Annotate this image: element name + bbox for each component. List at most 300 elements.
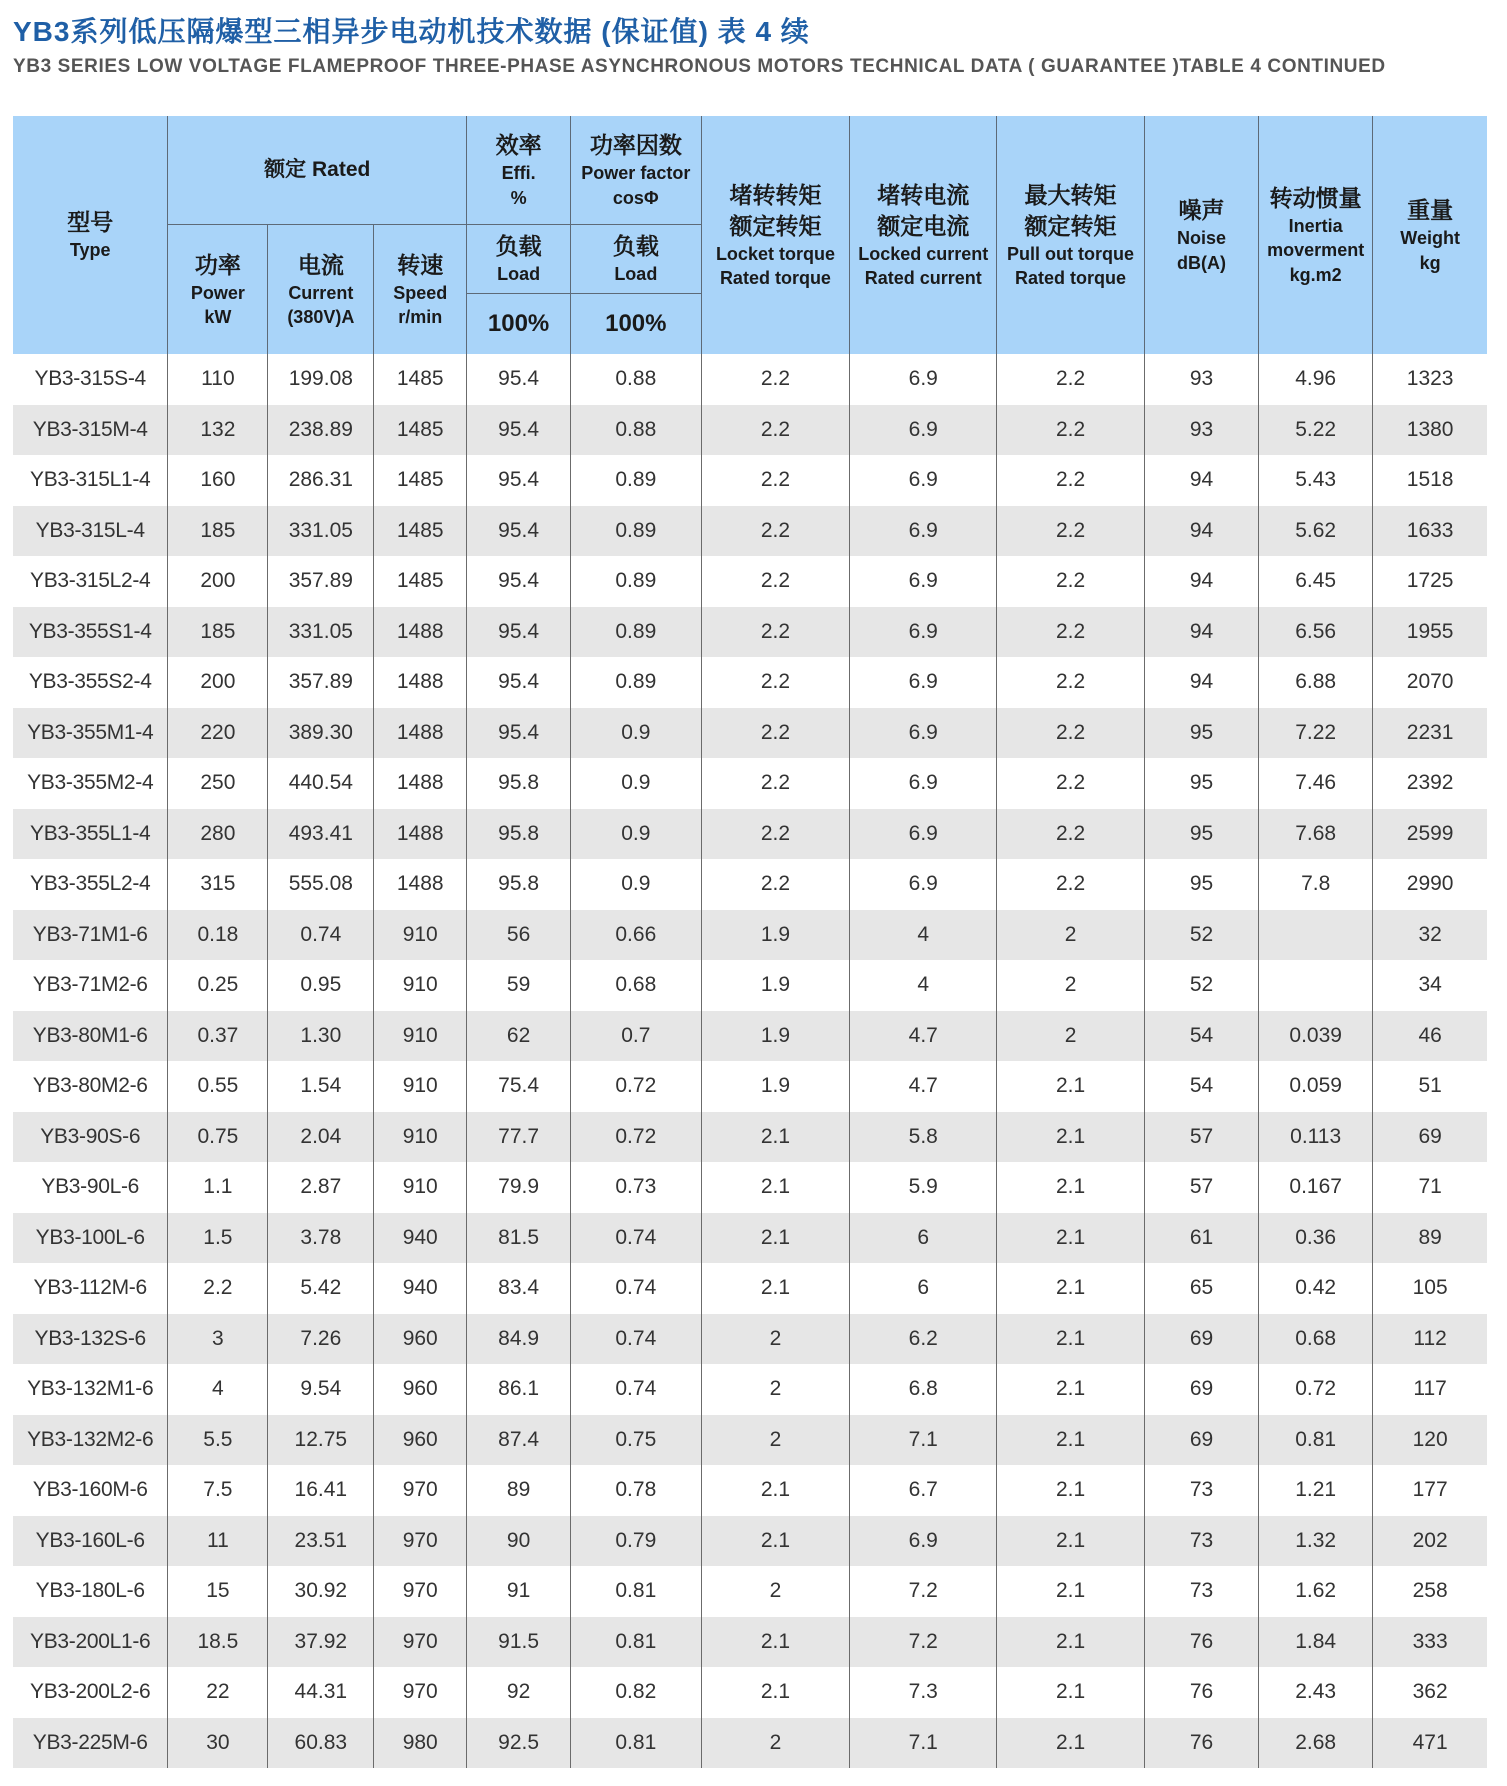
cell-inertia: 0.039 <box>1259 1011 1373 1062</box>
page-subtitle: YB3 SERIES LOW VOLTAGE FLAMEPROOF THREE-PHASE ASYNCHRONOUS MOTORS TECHNICAL DATA ( GUARANTEE )TABLE 4 CONTINUED <box>13 56 1386 77</box>
cell-locked-torque-ratio: 2.2 <box>701 758 850 809</box>
cell-locked-current-ratio: 5.9 <box>850 1162 997 1213</box>
table-row <box>13 354 1487 405</box>
cell-noise: 95 <box>1144 758 1258 809</box>
cell-max-torque-ratio: 2.2 <box>997 809 1145 860</box>
cell-weight: 202 <box>1373 1516 1487 1567</box>
cell-speed: 970 <box>374 1667 467 1718</box>
cell-noise: 57 <box>1144 1112 1258 1163</box>
cell-current: 0.95 <box>268 960 374 1011</box>
cell-locked-current-ratio: 6.8 <box>850 1364 997 1415</box>
cell-noise: 93 <box>1144 405 1258 456</box>
cell-weight: 177 <box>1373 1465 1487 1516</box>
cell-current: 5.42 <box>268 1263 374 1314</box>
cell-type: YB3-355L2-4 <box>29 872 151 896</box>
cell-noise: 73 <box>1144 1566 1258 1617</box>
table-row <box>13 657 1487 708</box>
table-row <box>13 758 1487 809</box>
cell-type: YB3-90S-6 <box>13 1112 168 1163</box>
cell-current: 12.75 <box>268 1415 374 1466</box>
table-row <box>13 708 1487 759</box>
cell-speed: 960 <box>374 1364 467 1415</box>
table-row <box>13 1263 1487 1314</box>
header-efficiency: 效率 Effi. % <box>467 116 571 225</box>
cell-noise: 73 <box>1144 1465 1258 1516</box>
cell-speed: 910 <box>374 1112 467 1163</box>
cell-inertia: 0.059 <box>1259 1061 1373 1112</box>
cell-weight: 1633 <box>1373 506 1487 557</box>
cell-locked-current-ratio: 6.9 <box>850 708 997 759</box>
cell-locked-current-ratio: 6.9 <box>850 455 997 506</box>
cell-inertia: 5.43 <box>1259 455 1373 506</box>
cell-power-factor: 0.9 <box>571 758 701 809</box>
cell-inertia: 1.84 <box>1259 1617 1373 1668</box>
cell-efficiency: 95.8 <box>467 859 571 910</box>
cell-speed: 940 <box>374 1213 467 1264</box>
cell-noise: 65 <box>1144 1263 1258 1314</box>
cell-type: YB3-355S2-4 <box>28 670 152 694</box>
cell-power-factor: 0.73 <box>571 1162 701 1213</box>
cell-inertia: 4.96 <box>1259 354 1373 405</box>
cell-speed: 1485 <box>374 455 467 506</box>
cell-max-torque-ratio: 2.1 <box>997 1516 1145 1567</box>
cell-efficiency: 95.8 <box>467 758 571 809</box>
cell-current: 60.83 <box>268 1718 374 1769</box>
cell-inertia: 1.32 <box>1259 1516 1373 1567</box>
cell-power: 160 <box>168 455 268 506</box>
cell-locked-current-ratio: 6 <box>850 1213 997 1264</box>
cell-locked-current-ratio: 6.9 <box>850 506 997 557</box>
header-weight: 重量 Weight kg <box>1373 116 1487 354</box>
cell-power-factor: 0.72 <box>571 1112 701 1163</box>
cell-locked-current-ratio: 6.9 <box>850 1516 997 1567</box>
cell-efficiency: 90 <box>467 1516 571 1567</box>
cell-efficiency: 62 <box>467 1011 571 1062</box>
table-row <box>13 455 1487 506</box>
cell-type: YB3-355S1-4 <box>13 607 168 658</box>
cell-locked-current-ratio: 7.1 <box>850 1415 997 1466</box>
cell-type: YB3-132S-6 <box>13 1314 168 1365</box>
cell-speed: 980 <box>374 1718 467 1769</box>
cell-noise: 69 <box>1144 1415 1258 1466</box>
cell-current: 2.04 <box>268 1112 374 1163</box>
cell-type: YB3-200L2-6 <box>29 1680 151 1704</box>
cell-power: 1.1 <box>168 1162 268 1213</box>
cell-current: 555.08 <box>268 859 374 910</box>
cell-locked-torque-ratio: 2.2 <box>701 405 850 456</box>
cell-noise: 54 <box>1144 1011 1258 1062</box>
cell-locked-torque-ratio: 2.1 <box>701 1162 850 1213</box>
table-row <box>13 1718 1487 1769</box>
cell-locked-current-ratio: 6.9 <box>850 405 997 456</box>
cell-power: 2.2 <box>168 1263 268 1314</box>
cell-efficiency: 77.7 <box>467 1112 571 1163</box>
cell-locked-current-ratio: 7.1 <box>850 1718 997 1769</box>
cell-max-torque-ratio: 2.1 <box>997 1263 1145 1314</box>
cell-power: 30 <box>168 1718 268 1769</box>
cell-max-torque-ratio: 2.1 <box>997 1112 1145 1163</box>
cell-current: 3.78 <box>268 1213 374 1264</box>
cell-weight: 51 <box>1373 1061 1487 1112</box>
cell-inertia: 7.68 <box>1259 809 1373 860</box>
cell-power-factor: 0.89 <box>571 455 701 506</box>
cell-efficiency: 92 <box>467 1667 571 1718</box>
cell-locked-current-ratio: 6.9 <box>850 758 997 809</box>
cell-locked-current-ratio: 4 <box>850 960 997 1011</box>
cell-locked-current-ratio: 4 <box>850 910 997 961</box>
cell-inertia: 1.62 <box>1259 1566 1373 1617</box>
cell-weight: 2392 <box>1373 758 1487 809</box>
cell-locked-current-ratio: 6.2 <box>850 1314 997 1365</box>
cell-noise: 94 <box>1144 506 1258 557</box>
cell-max-torque-ratio: 2.1 <box>997 1415 1145 1466</box>
cell-power: 0.37 <box>168 1011 268 1062</box>
cell-locked-torque-ratio: 1.9 <box>701 910 850 961</box>
cell-power-factor: 0.9 <box>571 809 701 860</box>
cell-speed: 910 <box>374 1011 467 1062</box>
cell-weight: 2599 <box>1373 809 1487 860</box>
cell-power-factor: 0.89 <box>571 657 701 708</box>
cell-power-factor: 0.82 <box>571 1667 701 1718</box>
cell-efficiency: 95.4 <box>467 708 571 759</box>
cell-max-torque-ratio: 2.2 <box>997 405 1145 456</box>
cell-current: 331.05 <box>268 607 374 658</box>
cell-noise: 69 <box>1144 1314 1258 1365</box>
cell-locked-current-ratio: 6.9 <box>850 859 997 910</box>
cell-noise: 94 <box>1144 607 1258 658</box>
cell-speed: 910 <box>374 1061 467 1112</box>
table-row <box>13 859 1487 910</box>
cell-type: YB3-160M-6 <box>32 1478 148 1502</box>
cell-inertia: 7.22 <box>1259 708 1373 759</box>
cell-inertia: 5.62 <box>1259 506 1373 557</box>
cell-noise: 61 <box>1144 1213 1258 1264</box>
cell-type: YB3-315L-4 <box>13 506 168 557</box>
header-current: 电流 Current (380V)A <box>268 225 374 355</box>
cell-weight: 1955 <box>1373 607 1487 658</box>
cell-noise: 95 <box>1144 809 1258 860</box>
cell-locked-torque-ratio: 1.9 <box>701 1061 850 1112</box>
cell-current: 331.05 <box>268 506 374 557</box>
cell-speed: 1488 <box>374 657 467 708</box>
cell-type: YB3-315M-4 <box>13 405 168 456</box>
cell-power: 0.75 <box>168 1112 268 1163</box>
cell-type: YB3-132M2-6 <box>13 1415 168 1466</box>
cell-inertia: 0.68 <box>1259 1314 1373 1365</box>
cell-power-factor: 0.81 <box>571 1566 701 1617</box>
cell-max-torque-ratio: 2.2 <box>997 859 1145 910</box>
cell-locked-current-ratio: 7.3 <box>850 1667 997 1718</box>
cell-locked-torque-ratio: 2.1 <box>701 1465 850 1516</box>
cell-inertia: 0.36 <box>1259 1213 1373 1264</box>
cell-locked-current-ratio: 6.9 <box>850 809 997 860</box>
cell-locked-torque-ratio: 2.1 <box>701 1263 850 1314</box>
cell-noise: 94 <box>1144 556 1258 607</box>
cell-power-factor: 0.89 <box>571 556 701 607</box>
cell-type: YB3-180L-6 <box>35 1579 145 1603</box>
cell-current: 23.51 <box>268 1516 374 1567</box>
cell-noise: 52 <box>1144 960 1258 1011</box>
cell-weight: 258 <box>1373 1566 1487 1617</box>
cell-current: 493.41 <box>268 809 374 860</box>
cell-efficiency: 79.9 <box>467 1162 571 1213</box>
cell-max-torque-ratio: 2 <box>997 1011 1145 1062</box>
cell-power: 0.25 <box>168 960 268 1011</box>
cell-speed: 910 <box>374 960 467 1011</box>
cell-speed: 910 <box>374 1162 467 1213</box>
cell-max-torque-ratio: 2.1 <box>997 1314 1145 1365</box>
cell-weight: 117 <box>1373 1364 1487 1415</box>
cell-locked-current-ratio: 6.9 <box>850 556 997 607</box>
cell-inertia: 0.72 <box>1259 1364 1373 1415</box>
table-row <box>13 556 1487 607</box>
table-row <box>13 506 1487 557</box>
cell-noise: 94 <box>1144 657 1258 708</box>
cell-type: YB3-225M-6 <box>13 1718 168 1769</box>
cell-noise: 76 <box>1144 1718 1258 1769</box>
cell-power-factor: 0.74 <box>571 1364 701 1415</box>
cell-speed: 970 <box>374 1617 467 1668</box>
cell-max-torque-ratio: 2.1 <box>997 1162 1145 1213</box>
cell-power: 315 <box>168 859 268 910</box>
cell-efficiency: 91.5 <box>467 1617 571 1668</box>
technical-data-table <box>13 116 1487 1768</box>
cell-weight: 32 <box>1373 910 1487 961</box>
cell-power-factor: 0.89 <box>571 506 701 557</box>
cell-speed: 970 <box>374 1516 467 1567</box>
cell-efficiency: 92.5 <box>467 1718 571 1769</box>
cell-locked-torque-ratio: 2.2 <box>701 708 850 759</box>
table-row <box>13 910 1487 961</box>
table-row <box>13 809 1487 860</box>
cell-max-torque-ratio: 2.2 <box>997 354 1145 405</box>
cell-locked-torque-ratio: 2.2 <box>701 809 850 860</box>
cell-type: YB3-90L-6 <box>41 1175 140 1199</box>
table-row <box>13 405 1487 456</box>
cell-max-torque-ratio: 2.2 <box>997 657 1145 708</box>
cell-locked-torque-ratio: 2 <box>701 1415 850 1466</box>
cell-efficiency: 59 <box>467 960 571 1011</box>
cell-current: 1.54 <box>268 1061 374 1112</box>
cell-speed: 1488 <box>374 708 467 759</box>
cell-weight: 1323 <box>1373 354 1487 405</box>
cell-max-torque-ratio: 2 <box>997 910 1145 961</box>
header-inertia: 转动惯量 Inertia moverment kg.m2 <box>1259 116 1373 354</box>
cell-speed: 1485 <box>374 405 467 456</box>
cell-efficiency: 91 <box>467 1566 571 1617</box>
cell-max-torque-ratio: 2.1 <box>997 1718 1145 1769</box>
cell-power: 200 <box>168 556 268 607</box>
page-title: YB3系列低压隔爆型三相异步电动机技术数据 (保证值) 表 4 续 <box>13 16 810 47</box>
cell-max-torque-ratio: 2.2 <box>997 758 1145 809</box>
cell-power-factor: 0.68 <box>571 960 701 1011</box>
header-type: 型号 Type <box>13 116 168 354</box>
cell-current: 44.31 <box>268 1667 374 1718</box>
cell-weight: 112 <box>1373 1314 1487 1365</box>
cell-locked-torque-ratio: 2.2 <box>701 657 850 708</box>
cell-speed: 1488 <box>374 758 467 809</box>
cell-power-factor: 0.75 <box>571 1415 701 1466</box>
cell-current: 389.30 <box>268 708 374 759</box>
header-max-torque: 最大转矩 额定转矩 Pull out torque Rated torque <box>997 116 1145 354</box>
cell-power: 11 <box>168 1516 268 1567</box>
cell-locked-torque-ratio: 2.1 <box>701 1617 850 1668</box>
cell-type: YB3-112M-6 <box>33 1276 147 1300</box>
cell-efficiency: 75.4 <box>467 1061 571 1112</box>
cell-current: 9.54 <box>268 1364 374 1415</box>
header-power: 功率 Power kW <box>168 225 268 355</box>
cell-weight: 1380 <box>1373 405 1487 456</box>
cell-power: 5.5 <box>168 1415 268 1466</box>
cell-locked-torque-ratio: 2.1 <box>701 1112 850 1163</box>
cell-current: 0.74 <box>268 910 374 961</box>
table-row <box>13 1364 1487 1415</box>
cell-noise: 69 <box>1144 1364 1258 1415</box>
cell-power: 0.18 <box>168 910 268 961</box>
cell-power: 185 <box>168 506 268 557</box>
cell-weight: 105 <box>1373 1263 1487 1314</box>
cell-current: 7.26 <box>268 1314 374 1365</box>
cell-power-factor: 0.78 <box>571 1465 701 1516</box>
cell-weight: 1725 <box>1373 556 1487 607</box>
cell-weight: 46 <box>1373 1011 1487 1062</box>
cell-current: 37.92 <box>268 1617 374 1668</box>
cell-speed: 960 <box>374 1314 467 1365</box>
table-row <box>13 1061 1487 1112</box>
cell-type: YB3-355M1-4 <box>13 708 168 759</box>
cell-weight: 89 <box>1373 1213 1487 1264</box>
cell-power: 132 <box>168 405 268 456</box>
cell-power: 18.5 <box>168 1617 268 1668</box>
cell-power-factor: 0.66 <box>571 910 701 961</box>
cell-efficiency: 95.4 <box>467 405 571 456</box>
cell-power-factor: 0.9 <box>571 859 701 910</box>
cell-current: 238.89 <box>268 405 374 456</box>
cell-type: YB3-132M1-6 <box>27 1377 154 1401</box>
cell-power: 0.55 <box>168 1061 268 1112</box>
cell-power: 1.5 <box>168 1213 268 1264</box>
table-row <box>13 1617 1487 1668</box>
cell-weight: 333 <box>1373 1617 1487 1668</box>
header-power-factor-load-pct: 100% <box>571 294 701 355</box>
cell-locked-current-ratio: 7.2 <box>850 1566 997 1617</box>
cell-max-torque-ratio: 2.2 <box>997 607 1145 658</box>
table-row <box>13 607 1487 658</box>
cell-power: 22 <box>168 1667 268 1718</box>
cell-inertia: 0.167 <box>1259 1162 1373 1213</box>
cell-locked-torque-ratio: 2.1 <box>701 1213 850 1264</box>
cell-power: 220 <box>168 708 268 759</box>
cell-speed: 970 <box>374 1465 467 1516</box>
cell-type: YB3-355L1-4 <box>13 809 168 860</box>
table-row <box>13 1465 1487 1516</box>
cell-type: YB3-315L2-4 <box>29 569 151 593</box>
cell-power-factor: 0.88 <box>571 405 701 456</box>
table-row <box>13 1566 1487 1617</box>
table-row <box>13 1213 1487 1264</box>
cell-power-factor: 0.74 <box>571 1314 701 1365</box>
cell-speed: 1488 <box>374 859 467 910</box>
cell-current: 2.87 <box>268 1162 374 1213</box>
cell-type: YB3-80M2-6 <box>32 1074 148 1098</box>
cell-inertia: 6.56 <box>1259 607 1373 658</box>
cell-weight: 471 <box>1373 1718 1487 1769</box>
cell-current: 440.54 <box>268 758 374 809</box>
cell-inertia <box>1259 910 1373 961</box>
cell-weight: 2231 <box>1373 708 1487 759</box>
table-row <box>13 1011 1487 1062</box>
cell-noise: 94 <box>1144 455 1258 506</box>
cell-noise: 95 <box>1144 859 1258 910</box>
cell-power: 110 <box>168 354 268 405</box>
cell-locked-current-ratio: 7.2 <box>850 1617 997 1668</box>
header-noise: 噪声 Noise dB(A) <box>1144 116 1258 354</box>
cell-efficiency: 95.4 <box>467 657 571 708</box>
cell-efficiency: 95.8 <box>467 809 571 860</box>
table-body <box>13 354 1487 1768</box>
cell-type: YB3-71M1-6 <box>13 910 168 961</box>
cell-efficiency: 95.4 <box>467 506 571 557</box>
cell-locked-torque-ratio: 2.2 <box>701 506 850 557</box>
cell-speed: 1485 <box>374 506 467 557</box>
cell-power: 280 <box>168 809 268 860</box>
cell-type: YB3-71M2-6 <box>32 973 148 997</box>
cell-inertia: 7.8 <box>1259 859 1373 910</box>
cell-power-factor: 0.79 <box>571 1516 701 1567</box>
cell-efficiency: 95.4 <box>467 607 571 658</box>
header-rated: 额定 Rated <box>168 116 467 225</box>
cell-power-factor: 0.88 <box>571 354 701 405</box>
cell-speed: 940 <box>374 1263 467 1314</box>
cell-noise: 54 <box>1144 1061 1258 1112</box>
cell-max-torque-ratio: 2.1 <box>997 1213 1145 1264</box>
cell-type: YB3-160L-6 <box>13 1516 168 1567</box>
cell-speed: 910 <box>374 910 467 961</box>
cell-weight: 1518 <box>1373 455 1487 506</box>
cell-locked-current-ratio: 6.9 <box>850 354 997 405</box>
table-row <box>13 1667 1487 1718</box>
cell-locked-torque-ratio: 2.2 <box>701 354 850 405</box>
cell-locked-torque-ratio: 2 <box>701 1718 850 1769</box>
cell-inertia: 2.43 <box>1259 1667 1373 1718</box>
cell-current: 30.92 <box>268 1566 374 1617</box>
cell-max-torque-ratio: 2.2 <box>997 455 1145 506</box>
header-locked-torque: 堵转转矩 额定转矩 Locket torque Rated torque <box>701 116 850 354</box>
cell-inertia: 5.22 <box>1259 405 1373 456</box>
cell-noise: 93 <box>1144 354 1258 405</box>
header-locked-current: 堵转电流 额定电流 Locked current Rated current <box>850 116 997 354</box>
cell-current: 357.89 <box>268 556 374 607</box>
cell-speed: 1488 <box>374 809 467 860</box>
cell-power: 15 <box>168 1566 268 1617</box>
cell-efficiency: 95.4 <box>467 455 571 506</box>
cell-locked-torque-ratio: 2.2 <box>701 607 850 658</box>
cell-efficiency: 95.4 <box>467 556 571 607</box>
cell-weight: 362 <box>1373 1667 1487 1718</box>
cell-type: YB3-315L1-4 <box>29 468 151 492</box>
cell-max-torque-ratio: 2 <box>997 960 1145 1011</box>
cell-efficiency: 95.4 <box>467 354 571 405</box>
cell-max-torque-ratio: 2.2 <box>997 556 1145 607</box>
cell-noise: 95 <box>1144 708 1258 759</box>
cell-efficiency: 89 <box>467 1465 571 1516</box>
header-power-factor-load: 负载 Load <box>571 225 701 294</box>
cell-max-torque-ratio: 2.1 <box>997 1667 1145 1718</box>
cell-locked-current-ratio: 6.9 <box>850 607 997 658</box>
cell-weight: 71 <box>1373 1162 1487 1213</box>
cell-locked-current-ratio: 5.8 <box>850 1112 997 1163</box>
table-row <box>13 1112 1487 1163</box>
